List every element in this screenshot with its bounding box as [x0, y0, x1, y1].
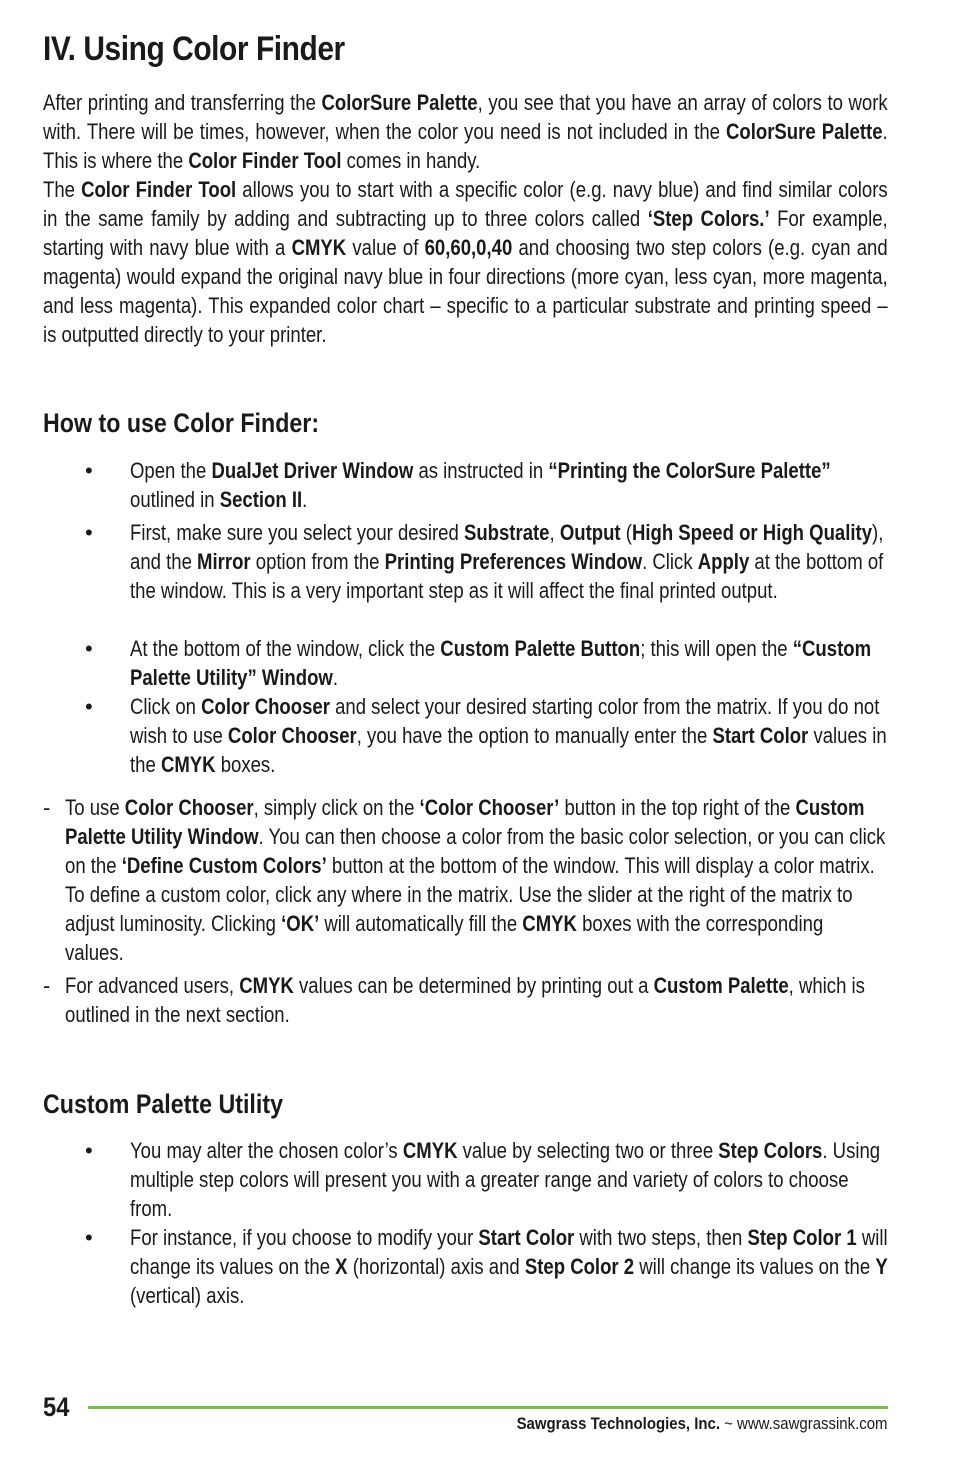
footer-url[interactable]: www.sawgrassink.com	[737, 1414, 888, 1433]
bold-run: “Printing the ColorSure Palette”	[548, 458, 831, 483]
text-run: outlined in	[130, 487, 220, 512]
bullet-icon: •	[85, 694, 93, 719]
how-to-bullet-list	[0, 456, 954, 782]
list-item	[0, 692, 954, 782]
page-title: IV. Using Color Finder	[43, 30, 345, 68]
text-run: option from the	[250, 549, 385, 574]
bullet-icon: •	[85, 520, 93, 545]
bold-run: Color Chooser	[124, 795, 254, 820]
text-run: at the bottom of the window. This is a very important step as it will affect the final printed output.	[130, 549, 884, 603]
bold-run: Color Chooser	[227, 723, 357, 748]
footer-separator: ~	[720, 1414, 738, 1433]
footer-company: Sawgrass Technologies, Inc.	[517, 1414, 721, 1433]
bold-run: High Speed or High Quality	[631, 520, 873, 545]
bold-run: Color Finder Tool	[81, 177, 237, 202]
list-item-text	[130, 456, 889, 514]
text-run: value by selecting two or three	[457, 1138, 719, 1163]
list-item	[0, 634, 954, 692]
text-run: boxes with the corresponding values.	[65, 911, 824, 965]
text-run: The	[43, 177, 82, 202]
dash-icon: -	[43, 973, 51, 998]
text-run: allows you to start with a specific color (e.g. navy blue) and find similar colors in the same family by adding and subtracting up to three colors called	[43, 177, 888, 231]
text-run: value of	[346, 235, 425, 260]
footer-credit	[517, 1414, 888, 1434]
bold-run: Start Color	[712, 723, 809, 748]
text-run: Open the	[130, 458, 212, 483]
bold-run: Custom Palette Button	[440, 636, 641, 661]
bold-run: Step Color 1	[747, 1225, 857, 1250]
list-item	[0, 1223, 954, 1310]
bold-run: CMYK	[522, 911, 577, 936]
bold-run: ‘Color Chooser’	[419, 795, 560, 820]
text-run: . This is where the	[43, 119, 888, 173]
dash-item-text	[65, 793, 887, 967]
text-run: will change its values on the	[634, 1254, 876, 1279]
bold-run: ColorSure Palette	[726, 119, 883, 144]
bold-run: Output	[559, 520, 621, 545]
bullet-icon: •	[85, 1138, 93, 1163]
bold-run: Section II	[219, 487, 303, 512]
text-run: After printing and transferring the	[43, 90, 322, 115]
bold-run: CMYK	[239, 973, 294, 998]
text-run: You may alter the chosen color’s	[130, 1138, 403, 1163]
list-item-text	[130, 1223, 889, 1310]
bold-run: ‘OK’	[281, 911, 320, 936]
how-to-heading: How to use Color Finder:	[43, 408, 320, 438]
text-run: For instance, if you choose to modify your	[130, 1225, 479, 1250]
list-item	[0, 518, 954, 634]
text-run: (	[620, 520, 632, 545]
bold-run: DualJet Driver Window	[211, 458, 414, 483]
list-item-text	[130, 1136, 889, 1223]
bold-run: Custom Palette Utility Window	[65, 795, 865, 849]
intro-paragraph-2	[43, 175, 888, 349]
text-run: At the bottom of the window, click the	[130, 636, 441, 661]
bold-run: “Custom Palette Utility” Window	[130, 636, 872, 690]
dash-icon: -	[43, 795, 51, 820]
list-item	[0, 456, 954, 518]
bullet-icon: •	[85, 1225, 93, 1250]
text-run: , which is outlined in the next section.	[65, 973, 865, 1027]
bold-run: Y	[875, 1254, 888, 1279]
dash-item-text	[65, 971, 887, 1029]
footer-divider	[88, 1406, 888, 1409]
text-run: For advanced users,	[65, 973, 240, 998]
bullet-icon: •	[85, 636, 93, 661]
text-run: button in the top right of the	[559, 795, 796, 820]
text-run: , you have the option to manually enter the	[356, 723, 713, 748]
list-item-text	[130, 692, 889, 779]
bold-run: CMYK	[291, 235, 347, 260]
bold-run: X	[335, 1254, 348, 1279]
custom-palette-heading: Custom Palette Utility	[43, 1089, 283, 1119]
text-run: Click on	[130, 694, 202, 719]
bold-run: Printing Preferences Window	[384, 549, 643, 574]
text-run: , simply click on the	[253, 795, 420, 820]
bold-run: ‘Define Custom Colors’	[121, 853, 327, 878]
text-run: values in the	[130, 723, 887, 777]
text-run: will automatically fill the	[319, 911, 523, 936]
list-item-text	[130, 518, 889, 605]
text-run: (vertical) axis.	[130, 1283, 245, 1308]
bold-run: CMYK	[402, 1138, 458, 1163]
text-run: will change its values on the	[130, 1225, 888, 1279]
page-number: 54	[43, 1392, 70, 1422]
text-run: with two steps, then	[574, 1225, 748, 1250]
bold-run: Start Color	[478, 1225, 575, 1250]
text-run: and choosing two step colors (e.g. cyan and magenta) would expand the original navy blue in four directions (more cyan, less cyan, more magenta, and less magenta). This expanded color chart – specific to a particular substrate and printing speed – is outputted directly to your printer.	[43, 235, 888, 347]
list-item-text	[130, 634, 889, 692]
bold-run: Apply	[697, 549, 750, 574]
text-run: boxes.	[215, 752, 276, 777]
text-run: as instructed in	[413, 458, 549, 483]
text-run: comes in handy.	[341, 148, 481, 173]
text-run: and select your desired starting color from the matrix. If you do not wish to use	[130, 694, 880, 748]
text-run: . You can then choose a color from the basic color selection, or you can click on the	[65, 824, 886, 878]
text-run: ,	[549, 520, 560, 545]
text-run: . Click	[642, 549, 698, 574]
bullet-icon: •	[85, 458, 93, 483]
custom-palette-bullet-list	[0, 1136, 954, 1310]
bold-run: ColorSure Palette	[321, 90, 478, 115]
bold-run: Color Finder Tool	[188, 148, 342, 173]
bold-run: ‘Step Colors.’	[647, 206, 770, 231]
bold-run: Step Colors	[718, 1138, 823, 1163]
text-run: .	[302, 487, 308, 512]
bold-run: Step Color 2	[524, 1254, 635, 1279]
text-run: values can be determined by printing out a	[293, 973, 654, 998]
text-run: To use	[65, 795, 125, 820]
text-run: ), and the	[130, 520, 884, 574]
bold-run: CMYK	[160, 752, 216, 777]
text-run: button at the bottom of the window. This will display a color matrix. To define a custom color, click any where in the matrix. Use the slider at the right of the matrix to adjust luminosity. Clicking	[65, 853, 875, 936]
text-run: For example, starting with navy blue with a	[43, 206, 888, 260]
bold-run: Mirror	[197, 549, 251, 574]
text-run: . Using multiple step colors will present you with a greater range and variety of colors to choose from.	[130, 1138, 881, 1221]
text-run: (horizontal) axis and	[347, 1254, 525, 1279]
text-run: , you see that you have an array of colors to work with. There will be times, however, when the color you need is not included in the	[43, 90, 888, 144]
intro-paragraph-1	[43, 88, 888, 175]
text-run: First, make sure you select your desired	[130, 520, 464, 545]
list-item	[0, 1136, 954, 1223]
text-run: ; this will open the	[640, 636, 793, 661]
bold-run: Substrate	[463, 520, 550, 545]
bold-run: 60,60,0,40	[424, 235, 513, 260]
bold-run: Color Chooser	[201, 694, 330, 719]
text-run: .	[332, 665, 338, 690]
bold-run: Custom Palette	[653, 973, 789, 998]
